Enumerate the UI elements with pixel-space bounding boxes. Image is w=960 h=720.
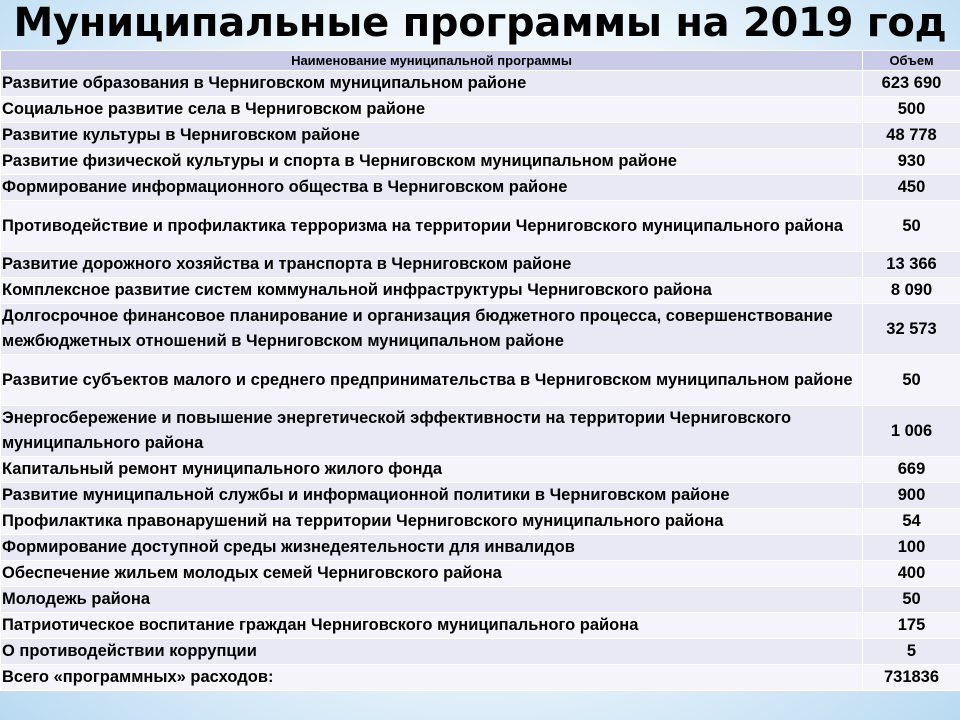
program-volume: 623 690 — [863, 71, 960, 97]
program-volume: 400 — [863, 561, 960, 587]
table-row — [1, 613, 960, 639]
table-row — [1, 252, 960, 278]
program-name: Профилактика правонарушений на территории Черниговского муниципального района — [1, 509, 863, 535]
programs-table — [0, 50, 960, 691]
table-row — [1, 71, 960, 97]
table-row — [1, 123, 960, 149]
program-volume: 175 — [863, 613, 960, 639]
program-volume: 450 — [863, 175, 960, 201]
program-name: Развитие образования в Черниговском муниципальном районе — [1, 71, 863, 97]
table-row — [1, 175, 960, 201]
program-name: Развитие физической культуры и спорта в Черниговском муниципальном районе — [1, 149, 863, 175]
table-row — [1, 483, 960, 509]
table-row — [1, 535, 960, 561]
program-volume: 48 778 — [863, 123, 960, 149]
header-program-name: Наименование муниципальной программы — [1, 51, 863, 71]
program-volume: 13 366 — [863, 252, 960, 278]
program-name: Противодействие и профилактика терроризма на территории Черниговского муниципального района — [1, 201, 863, 252]
table-row — [1, 97, 960, 123]
program-name: Социальное развитие села в Черниговском районе — [1, 97, 863, 123]
page-title: Муниципальные программы на 2019 год — [13, 0, 947, 46]
program-name: Долгосрочное финансовое планирование и организация бюджетного процесса, совершенствование межбюджетных отношений в Черниговском муниципальном районе — [1, 304, 863, 355]
program-volume: 8 090 — [863, 278, 960, 304]
table-row — [1, 509, 960, 535]
table-row — [1, 561, 960, 587]
program-name: Патриотическое воспитание граждан Черниговского муниципального района — [1, 613, 863, 639]
table-row — [1, 639, 960, 665]
program-name: Капитальный ремонт муниципального жилого фонда — [1, 457, 863, 483]
program-volume: 54 — [863, 509, 960, 535]
program-name: Формирование информационного общества в Черниговском районе — [1, 175, 863, 201]
program-volume: 50 — [863, 355, 960, 406]
program-name: Развитие дорожного хозяйства и транспорта в Черниговском районе — [1, 252, 863, 278]
program-name: Молодежь района — [1, 587, 863, 613]
total-value: 731836 — [863, 665, 960, 691]
program-volume: 32 573 — [863, 304, 960, 355]
table-row — [1, 201, 960, 252]
program-volume: 669 — [863, 457, 960, 483]
program-name: Развитие культуры в Черниговском районе — [1, 123, 863, 149]
program-volume: 500 — [863, 97, 960, 123]
program-name: Формирование доступной среды жизнедеятельности для инвалидов — [1, 535, 863, 561]
program-volume: 50 — [863, 587, 960, 613]
program-name: Обеспечение жильем молодых семей Черниговского района — [1, 561, 863, 587]
table-row — [1, 149, 960, 175]
program-name: Развитие муниципальной службы и информационной политики в Черниговском районе — [1, 483, 863, 509]
table-row — [1, 457, 960, 483]
table-row — [1, 355, 960, 406]
table-header-row — [1, 51, 960, 71]
table-row — [1, 587, 960, 613]
program-name: Энергосбережение и повышение энергетической эффективности на территории Черниговского муниципального района — [1, 406, 863, 457]
program-volume: 900 — [863, 483, 960, 509]
program-volume: 50 — [863, 201, 960, 252]
program-name: Развитие субъектов малого и среднего предпринимательства в Черниговском муниципальном районе — [1, 355, 863, 406]
header-volume: Объем — [863, 51, 960, 71]
table-row — [1, 304, 960, 355]
table-row — [1, 406, 960, 457]
program-volume: 1 006 — [863, 406, 960, 457]
program-volume: 100 — [863, 535, 960, 561]
program-volume: 930 — [863, 149, 960, 175]
program-volume: 5 — [863, 639, 960, 665]
total-row — [1, 665, 960, 691]
program-name: Комплексное развитие систем коммунальной инфраструктуры Черниговского района — [1, 278, 863, 304]
program-name: О противодействии коррупции — [1, 639, 863, 665]
table-row — [1, 278, 960, 304]
total-label: Всего «программных» расходов: — [1, 665, 863, 691]
